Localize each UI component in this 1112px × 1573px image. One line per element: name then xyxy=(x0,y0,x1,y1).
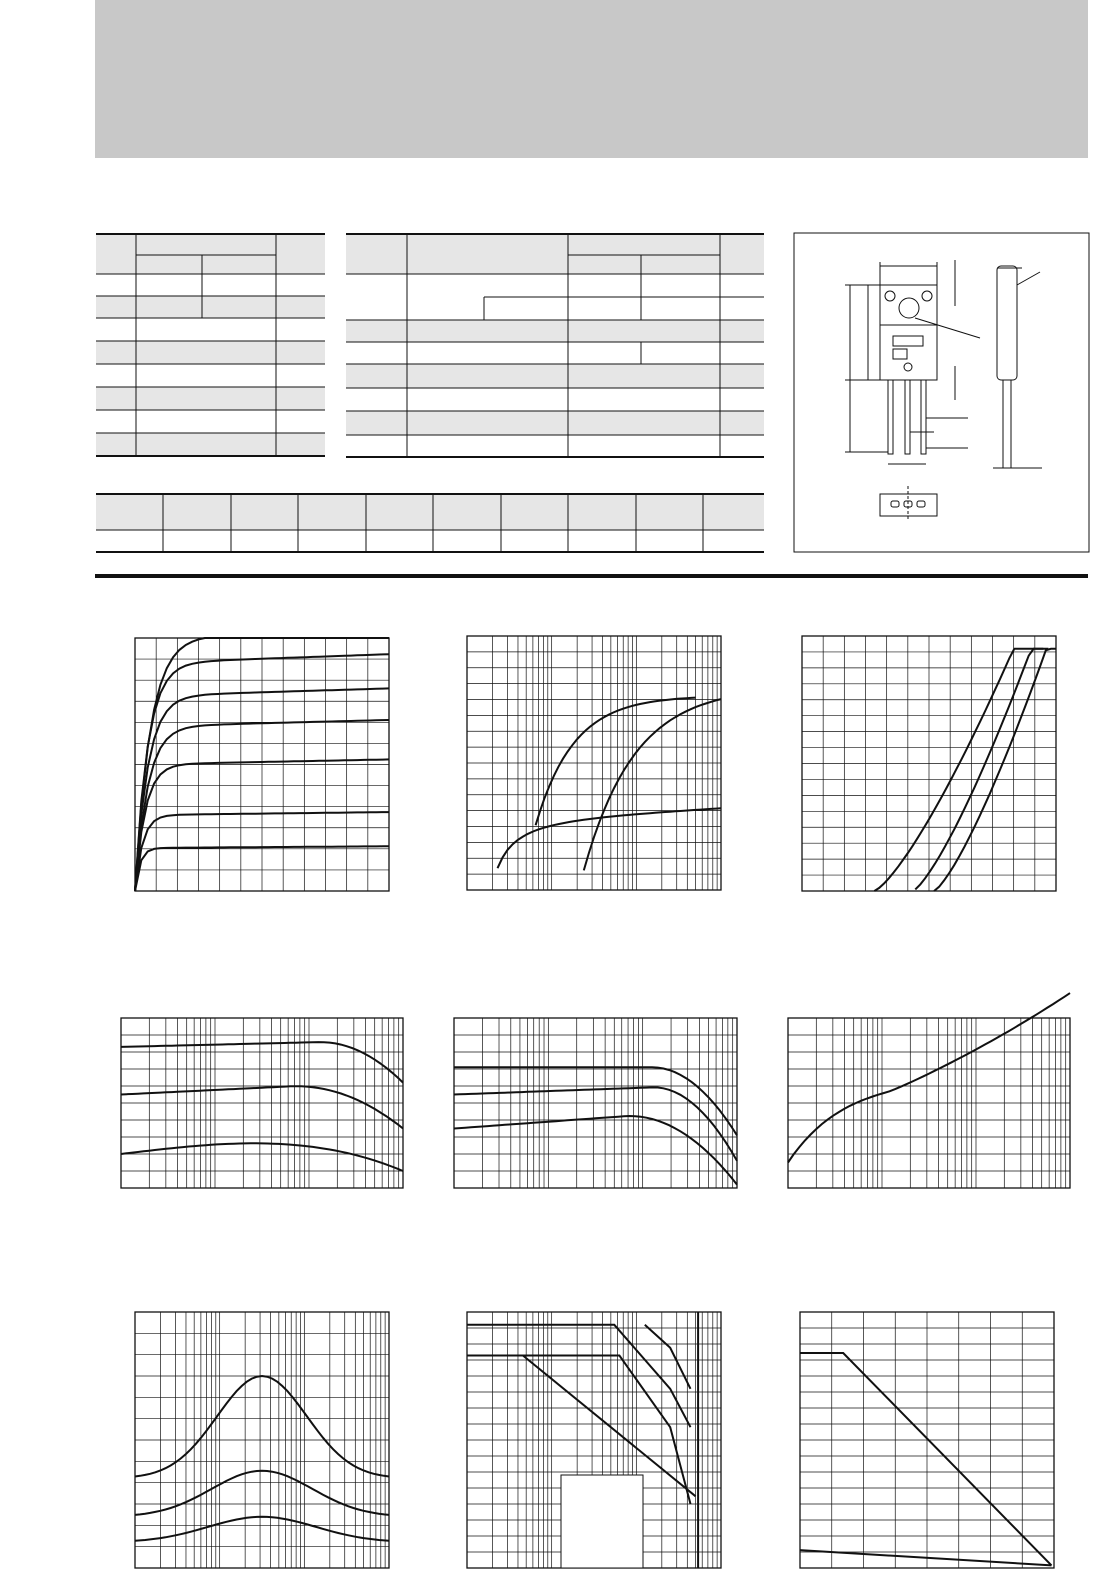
graph-ft-ic xyxy=(788,993,1070,1188)
spec-tables xyxy=(0,0,1112,600)
shade-row xyxy=(346,364,764,388)
graph-vce-sat-ic xyxy=(454,1018,737,1188)
graph-ic-vbe xyxy=(802,636,1056,891)
electrical-characteristics-table xyxy=(346,234,764,457)
characteristic-graphs xyxy=(0,600,1112,1573)
header-row xyxy=(346,234,764,274)
shade-row xyxy=(96,341,325,364)
header-row xyxy=(96,234,325,274)
graph-hfe-ic xyxy=(121,1018,403,1188)
section-rule xyxy=(95,574,1088,578)
header-row xyxy=(96,494,764,530)
shade-row xyxy=(346,320,764,342)
graph-ic-vce xyxy=(135,638,389,891)
graph-cob-vcb xyxy=(135,1312,389,1568)
graph-pc-ta xyxy=(800,1312,1054,1568)
shade-row xyxy=(96,387,325,410)
absolute-ratings-table xyxy=(96,234,325,456)
shade-row xyxy=(96,433,325,456)
shade-row xyxy=(96,296,325,318)
rank-table xyxy=(96,494,764,552)
graph-ic-ib-log xyxy=(467,636,721,890)
shade-row xyxy=(346,411,764,435)
to220-package-outline-icon xyxy=(794,233,1089,552)
